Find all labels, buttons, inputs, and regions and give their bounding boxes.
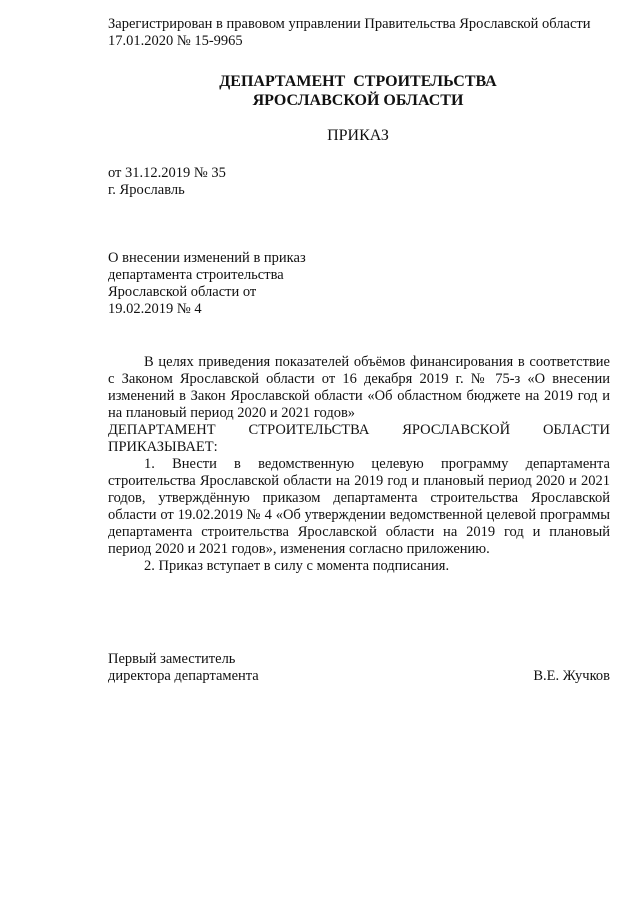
city: г. Ярославль	[108, 182, 185, 198]
document-type: ПРИКАЗ	[327, 127, 389, 144]
date-number: от 31.12.2019 № 35	[108, 165, 226, 181]
registration-line: Зарегистрирован в правовом управлении Правительства Ярославской области	[108, 16, 591, 32]
signature-block	[108, 651, 610, 685]
document-body	[108, 354, 610, 575]
decree-department: ДЕПАРТАМЕНТ СТРОИТЕЛЬСТВА ЯРОСЛАВСКОЙ ОБЛАСТИ	[108, 422, 610, 438]
document-meta	[108, 165, 408, 199]
intro-paragraph: В целях приведения показателей объёмов финансирования в соответствие с Законом Ярославской области от 16 декабря 2019 г. № 75-з «О внесении изменений в Закон Ярославской области «Об областном бюджете на 2019 год и на плановый период 2020 и 2021 годов»	[108, 354, 610, 421]
registration-stamp	[108, 16, 618, 50]
item-1-paragraph: 1. Внести в ведомственную целевую программу департамента строительства Ярославской области на 2019 год и плановый период 2020 и 2021 годов, утверждённую приказом департамента строительства Ярославской области от 19.02.2019 № 4 «Об утверждении ведомственной целевой программы департамента строительства Ярославской области на 2019 год и плановый период 2020 и 2021 годов», изменения согласно приложению.	[108, 456, 610, 557]
registration-number: 17.01.2020 № 15-9965	[108, 33, 243, 49]
subject-line: 19.02.2019 № 4	[108, 301, 202, 317]
subject-line: О внесении изменений в приказ	[108, 250, 306, 266]
item-2-paragraph: 2. Приказ вступает в силу с момента подписания.	[144, 558, 450, 574]
department-title-line2: ЯРОСЛАВСКОЙ ОБЛАСТИ	[252, 92, 464, 109]
department-title-line1: ДЕПАРТАМЕНТ СТРОИТЕЛЬСТВА	[219, 73, 497, 90]
subject-line: департамента строительства	[108, 267, 284, 283]
signature-row	[108, 668, 610, 685]
decree-orders: ПРИКАЗЫВАЕТ:	[108, 439, 218, 455]
document-subject	[108, 250, 368, 318]
signer-position-line1: Первый заместитель	[108, 651, 236, 667]
signer-position-line2: директора департамента	[108, 668, 259, 684]
subject-line: Ярославской области от	[108, 284, 257, 300]
signer-name: В.Е. Жучков	[533, 668, 610, 684]
department-title	[108, 72, 608, 110]
